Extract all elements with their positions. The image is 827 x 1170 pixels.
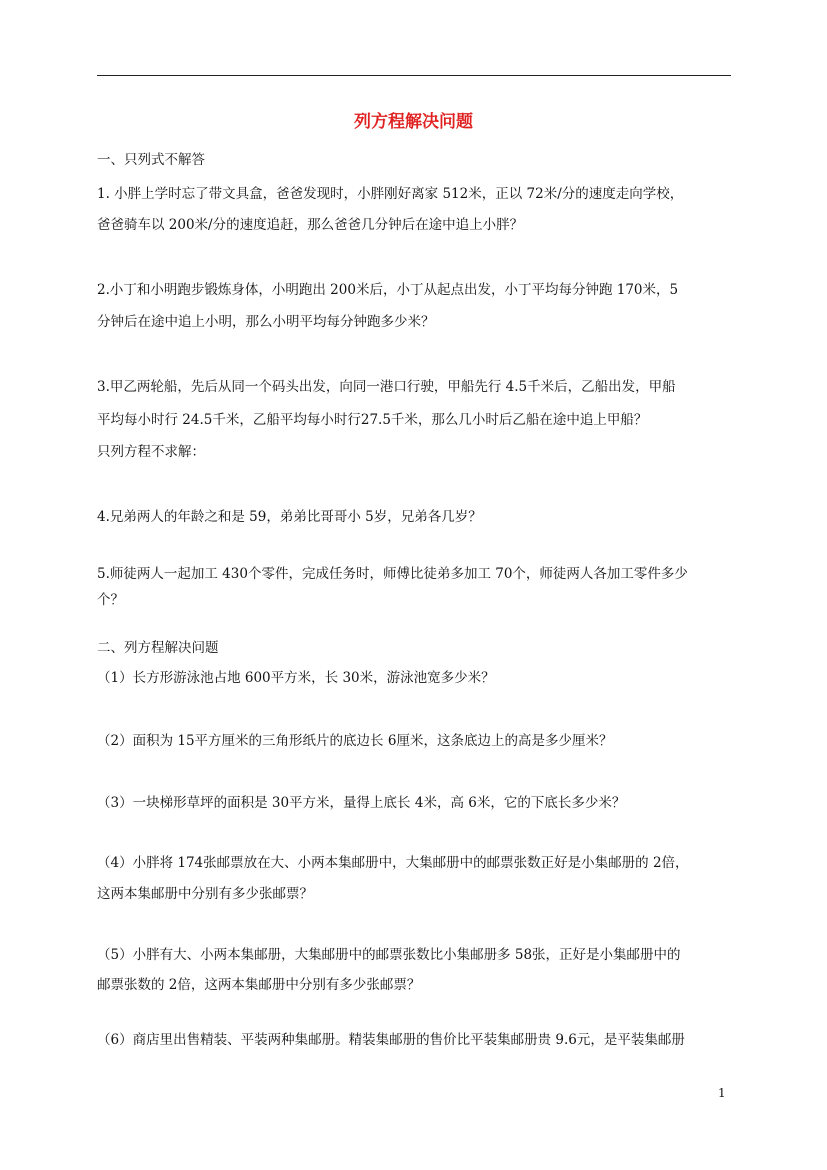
text-line: 一、只列式不解答 [97,152,205,168]
text-line: 这两本集邮册中分别有多少张邮票？ [97,886,313,902]
text-line: 4.兄弟两人的年龄之和是 59，弟弟比哥哥小 5岁，兄弟各几岁？ [97,509,482,525]
text-line: （6）商店里出售精装、平装两种集邮册。精装集邮册的售价比平装集邮册贵 9.6元，是平装集邮册 [97,1032,685,1048]
text-line: 3.甲乙两轮船，先后从同一个码头出发，向同一港口行驶，甲船先行 4.5千米后，乙船出发，甲船 [97,379,676,395]
text-line: 5.师徒两人一起加工 430个零件，完成任务时，师傅比徒弟多加工 70个，师徒两人各加工零件多少 [97,566,688,582]
page-number: 1 [718,1086,726,1100]
text-line: 爸爸骑车以 200米/分的速度追赶，那么爸爸几分钟后在途中追上小胖？ [97,217,524,233]
text-line: （4）小胖将 174张邮票放在大、小两本集邮册中，大集邮册中的邮票张数正好是小集邮册的 2倍， [97,855,689,871]
text-line: 平均每小时行 24.5千米，乙船平均每小时行27.5千米，那么几小时后乙船在途中追上甲船？ [97,412,648,428]
text-line: （2）面积为 15平方厘米的三角形纸片的底边长 6厘米，这条底边上的高是多少厘米？ [97,733,613,749]
text-line: 只列方程不求解： [97,444,205,460]
page-title: 列方程解决问题 [354,112,473,132]
text-line: 二、列方程解决问题 [97,640,219,656]
text-line: （5）小胖有大、小两本集邮册，大集邮册中的邮票张数比小集邮册多 58张，正好是小集邮册中的 [97,947,681,963]
text-line: 分钟后在途中追上小明，那么小明平均每分钟跑多少米？ [97,314,435,330]
header-rule [97,75,731,76]
text-line: 2.小丁和小明跑步锻炼身体，小明跑出 200米后，小丁从起点出发，小丁平均每分钟跑 170米，5 [97,282,679,298]
text-line: （1）长方形游泳池占地 600平方米，长 30米，游泳池宽多少米？ [97,670,495,686]
text-line: 1. 小胖上学时忘了带文具盒，爸爸发现时，小胖刚好离家 512米，正以 72米/分的速度走向学校， [97,186,684,202]
text-line: （3）一块梯形草坪的面积是 30平方米，量得上底长 4米，高 6米，它的下底长多少米？ [97,795,626,811]
text-line: 个？ [97,592,124,608]
text-line: 邮票张数的 2倍，这两本集邮册中分别有多少张邮票？ [97,977,421,993]
